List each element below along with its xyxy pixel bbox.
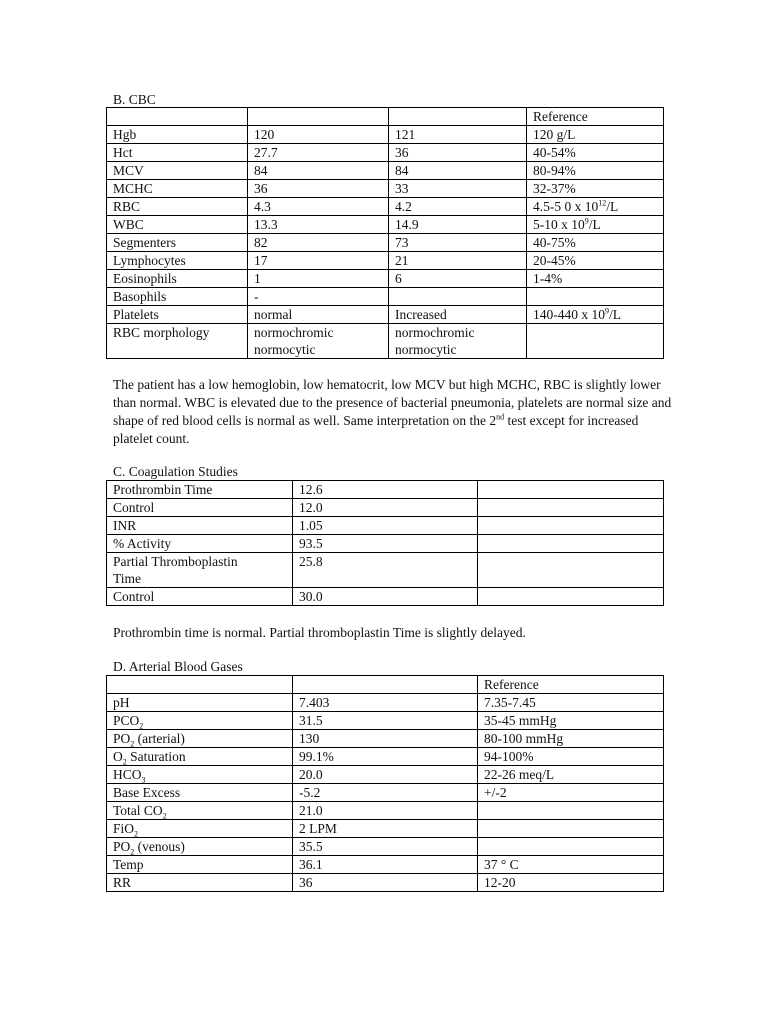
coag-row [107,499,664,517]
abg-label: RR [107,874,293,892]
cbc-row-segmenters [107,234,664,252]
cbc-label: Hgb [107,126,248,144]
abg-label [107,838,293,856]
cbc-value-1: 27.7 [248,144,389,162]
abg-label-subscript: 2 [130,847,135,856]
cbc-reference [527,198,664,216]
coag-row [107,517,664,535]
abg-row-pco2 [107,712,664,730]
cbc-value-2: normochromic normocytic [389,324,527,359]
cbc-label: MCV [107,162,248,180]
abg-row-base-excess [107,784,664,802]
cbc-row-platelets [107,306,664,324]
coag-interpretation: Prothrombin time is normal. Partial thromboplastin Time is slightly delayed. [113,625,526,640]
cbc-label: RBC [107,198,248,216]
abg-label-text: HCO [113,767,142,782]
coag-row [107,535,664,553]
abg-value: 21.0 [293,802,478,820]
cbc-label: Eosinophils [107,270,248,288]
cbc-label: WBC [107,216,248,234]
cbc-value-1: normochromic normocytic [248,324,389,359]
abg-label-text: PO [113,839,131,854]
abg-label-subscript: 2 [122,757,127,766]
abg-label: Base Excess [107,784,293,802]
abg-label-suffix: Saturation [126,749,186,764]
cbc-value-1: normal [248,306,389,324]
abg-header-row [107,676,664,694]
cbc-header-cell [107,108,248,126]
cbc-reference: 32-37% [527,180,664,198]
cbc-value-1: 120 [248,126,389,144]
coag-heading: C. Coagulation Studies [113,464,238,479]
cbc-row-mchc [107,180,664,198]
cbc-value-1: 1 [248,270,389,288]
abg-label-subscript: 2 [130,739,135,748]
cbc-value-2: 36 [389,144,527,162]
cbc-value-1: - [248,288,389,306]
abg-reference: +/-2 [478,784,664,802]
abg-reference: 80-100 mmHg [478,730,664,748]
cbc-value-1: 4.3 [248,198,389,216]
cbc-header-cell [389,108,527,126]
abg-header-reference: Reference [478,676,664,694]
abg-reference: 37 ° C [478,856,664,874]
abg-value: 36.1 [293,856,478,874]
cbc-reference [527,288,664,306]
cbc-row-eosinophils [107,270,664,288]
abg-label-subscript: 2 [139,721,144,730]
abg-row-po2-arterial [107,730,664,748]
cbc-value-2: 4.2 [389,198,527,216]
cbc-row-hct [107,144,664,162]
coag-row [107,481,664,499]
abg-label [107,766,293,784]
abg-value: 99.1% [293,748,478,766]
abg-value: 20.0 [293,766,478,784]
cbc-value-1: 17 [248,252,389,270]
coag-value: 25.8 [293,553,478,588]
cbc-header-cell [248,108,389,126]
cbc-value-1: 13.3 [248,216,389,234]
cbc-row-lymphocytes [107,252,664,270]
coag-extra [478,481,664,499]
coag-value: 30.0 [293,588,478,606]
cbc-reference [527,324,664,359]
cbc-label: Hct [107,144,248,162]
cbc-reference-exponent: 9 [584,216,589,226]
cbc-label: Basophils [107,288,248,306]
cbc-reference-base: 140-440 x 10 [533,307,605,322]
cbc-reference: 40-54% [527,144,664,162]
abg-header-cell [293,676,478,694]
abg-reference: 94-100% [478,748,664,766]
abg-label-subscript: 2 [134,829,139,838]
cbc-header-row [107,108,664,126]
abg-row-hco3 [107,766,664,784]
cbc-heading: B. CBC [113,92,156,107]
abg-label [107,712,293,730]
cbc-label: Platelets [107,306,248,324]
abg-reference [478,820,664,838]
abg-reference: 35-45 mmHg [478,712,664,730]
abg-label-text: O [113,749,123,764]
cbc-reference-base: 4.5-5 0 x 10 [533,199,599,214]
abg-header-cell [107,676,293,694]
coag-row [107,553,664,588]
abg-value: -5.2 [293,784,478,802]
abg-label: Temp [107,856,293,874]
coag-value: 12.0 [293,499,478,517]
abg-label-subscript: 2 [162,811,167,820]
coag-extra [478,588,664,606]
abg-label: pH [107,694,293,712]
abg-label [107,730,293,748]
cbc-header-reference: Reference [527,108,664,126]
coag-extra [478,517,664,535]
abg-value: 35.5 [293,838,478,856]
abg-row-total-co2 [107,802,664,820]
abg-reference: 12-20 [478,874,664,892]
coag-label: Partial Thromboplastin Time [107,553,293,588]
coag-value: 1.05 [293,517,478,535]
coag-label: Prothrombin Time [107,481,293,499]
abg-row-ph [107,694,664,712]
cbc-interpretation-ordinal: nd [496,412,505,422]
cbc-value-2: 73 [389,234,527,252]
cbc-row-hgb [107,126,664,144]
cbc-value-2: 14.9 [389,216,527,234]
cbc-value-2: 84 [389,162,527,180]
coag-label: Control [107,588,293,606]
cbc-reference-base: 5-10 x 10 [533,217,585,232]
abg-label-text: PO [113,731,131,746]
cbc-interpretation [113,376,673,448]
coag-value: 93.5 [293,535,478,553]
coag-label: INR [107,517,293,535]
abg-label [107,802,293,820]
cbc-row-rbc [107,198,664,216]
cbc-row-mcv [107,162,664,180]
abg-value: 7.403 [293,694,478,712]
abg-row-temp [107,856,664,874]
abg-label [107,820,293,838]
cbc-value-2: 121 [389,126,527,144]
cbc-reference: 1-4% [527,270,664,288]
cbc-interpretation-text: The patient has a low hemoglobin, low hematocrit, low MCV but high MCHC, RBC is slightly lower than normal. WBC is elevated due to the presence of bacterial pneumonia, platelets are normal size and shape of red blood cells is normal as well. Same interpretation on the 2 [113,377,672,428]
cbc-reference [527,306,664,324]
abg-row-fio2 [107,820,664,838]
abg-reference [478,838,664,856]
abg-label-text: PCO [113,713,140,728]
abg-label [107,748,293,766]
coag-value: 12.6 [293,481,478,499]
abg-value: 130 [293,730,478,748]
abg-value: 36 [293,874,478,892]
abg-label-suffix: (venous) [134,839,185,854]
abg-row-po2-venous [107,838,664,856]
abg-row-rr [107,874,664,892]
coag-label: % Activity [107,535,293,553]
abg-heading: D. Arterial Blood Gases [113,659,243,674]
abg-reference [478,802,664,820]
cbc-reference-exponent: 12 [598,198,607,208]
cbc-reference-unit: /L [588,217,601,232]
cbc-label: Segmenters [107,234,248,252]
cbc-value-1: 82 [248,234,389,252]
abg-table [106,675,664,892]
coag-row [107,588,664,606]
coag-label: Control [107,499,293,517]
cbc-row-wbc [107,216,664,234]
abg-value: 2 LPM [293,820,478,838]
cbc-value-2: 6 [389,270,527,288]
cbc-value-2: 21 [389,252,527,270]
cbc-reference: 20-45% [527,252,664,270]
abg-label-text: FiO [113,821,135,836]
cbc-reference [527,216,664,234]
abg-value: 31.5 [293,712,478,730]
cbc-value-2: 33 [389,180,527,198]
cbc-label: MCHC [107,180,248,198]
cbc-reference: 80-94% [527,162,664,180]
cbc-value-2: Increased [389,306,527,324]
abg-reference: 7.35-7.45 [478,694,664,712]
cbc-reference-unit: /L [606,199,619,214]
cbc-reference-unit: /L [609,307,621,322]
coag-extra [478,499,664,517]
cbc-reference: 120 g/L [527,126,664,144]
coag-extra [478,553,664,588]
cbc-reference-exponent: 9 [605,306,609,316]
cbc-reference: 40-75% [527,234,664,252]
cbc-value-1: 36 [248,180,389,198]
abg-reference: 22-26 meq/L [478,766,664,784]
cbc-label: Lymphocytes [107,252,248,270]
cbc-interpretation-text-end: test except for increased platelet count. [113,413,639,446]
cbc-table [106,107,664,359]
abg-label-text: Total CO [113,803,163,818]
coag-extra [478,535,664,553]
coag-table [106,480,664,606]
cbc-row-basophils [107,288,664,306]
abg-label-subscript: 3 [141,775,146,784]
abg-row-o2-saturation [107,748,664,766]
cbc-label: RBC morphology [107,324,248,359]
cbc-value-1: 84 [248,162,389,180]
cbc-value-2 [389,288,527,306]
cbc-row-rbc-morphology [107,324,664,359]
abg-label-suffix: (arterial) [134,731,185,746]
